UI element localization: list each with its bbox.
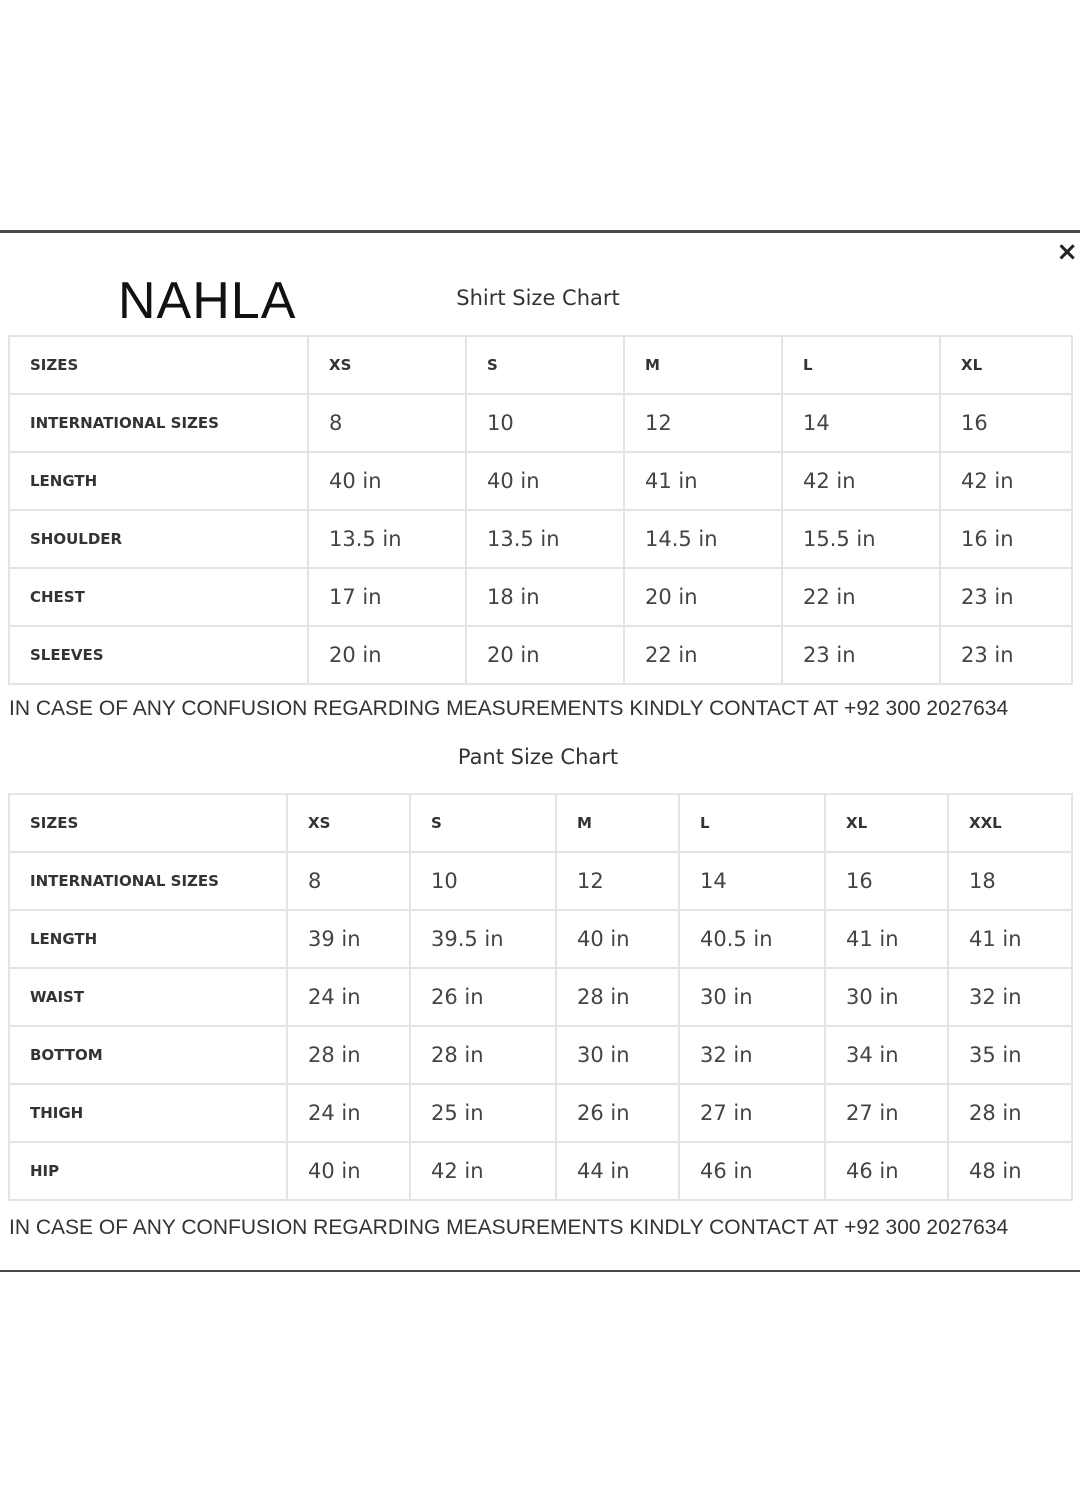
table-cell: 30 in	[679, 968, 825, 1026]
table-row	[9, 452, 1072, 510]
table-cell: 32 in	[679, 1026, 825, 1084]
table-cell: 8	[287, 852, 410, 910]
row-label: LENGTH	[9, 910, 287, 968]
table-cell: 13.5 in	[308, 510, 466, 568]
table-row	[9, 1142, 1072, 1200]
table-cell: 28 in	[948, 1084, 1072, 1142]
table-cell: 42 in	[782, 452, 940, 510]
table-cell: 27 in	[679, 1084, 825, 1142]
header-cell-size: XS	[287, 794, 410, 852]
row-label: THIGH	[9, 1084, 287, 1142]
header-cell-size: XXL	[948, 794, 1072, 852]
table-cell: 22 in	[782, 568, 940, 626]
table-cell: 42 in	[410, 1142, 556, 1200]
pant-size-table	[8, 793, 1073, 1201]
table-cell: 30 in	[825, 968, 948, 1026]
brand-logo: NAHLA	[118, 272, 297, 330]
table-cell: 40.5 in	[679, 910, 825, 968]
table-cell: 28 in	[410, 1026, 556, 1084]
table-cell: 40 in	[308, 452, 466, 510]
row-label: INTERNATIONAL SIZES	[9, 394, 308, 452]
shirt-contact-note: IN CASE OF ANY CONFUSION REGARDING MEASUREMENTS KINDLY CONTACT AT +92 300 2027634	[9, 697, 1009, 720]
header-cell-size: S	[466, 336, 624, 394]
shirt-size-table	[8, 335, 1073, 685]
table-cell: 16	[940, 394, 1072, 452]
row-label: CHEST	[9, 568, 308, 626]
header-cell-size: M	[556, 794, 679, 852]
table-cell: 28 in	[556, 968, 679, 1026]
table-cell: 26 in	[556, 1084, 679, 1142]
size-chart-modal	[0, 230, 1080, 1272]
table-cell: 10	[410, 852, 556, 910]
table-cell: 27 in	[825, 1084, 948, 1142]
table-cell: 20 in	[624, 568, 782, 626]
row-label: HIP	[9, 1142, 287, 1200]
table-cell: 39.5 in	[410, 910, 556, 968]
table-cell: 25 in	[410, 1084, 556, 1142]
table-row	[9, 1026, 1072, 1084]
table-cell: 14	[782, 394, 940, 452]
close-icon[interactable]: ×	[1056, 237, 1078, 267]
table-cell: 12	[556, 852, 679, 910]
table-cell: 20 in	[308, 626, 466, 684]
table-row	[9, 510, 1072, 568]
table-cell: 20 in	[466, 626, 624, 684]
pant-contact-note: IN CASE OF ANY CONFUSION REGARDING MEASUREMENTS KINDLY CONTACT AT +92 300 2027634	[9, 1216, 1009, 1239]
table-cell: 41 in	[948, 910, 1072, 968]
header-cell-size: XS	[308, 336, 466, 394]
row-label: INTERNATIONAL SIZES	[9, 852, 287, 910]
table-row	[9, 394, 1072, 452]
table-cell: 15.5 in	[782, 510, 940, 568]
table-cell: 41 in	[624, 452, 782, 510]
table-row	[9, 1084, 1072, 1142]
row-label: SHOULDER	[9, 510, 308, 568]
table-header-row	[9, 336, 1072, 394]
table-cell: 40 in	[466, 452, 624, 510]
table-row	[9, 568, 1072, 626]
header-cell-size: L	[782, 336, 940, 394]
table-header-row	[9, 794, 1072, 852]
table-cell: 23 in	[940, 568, 1072, 626]
table-cell: 40 in	[556, 910, 679, 968]
table-cell: 32 in	[948, 968, 1072, 1026]
row-label: SLEEVES	[9, 626, 308, 684]
table-cell: 16 in	[940, 510, 1072, 568]
table-cell: 28 in	[287, 1026, 410, 1084]
table-cell: 24 in	[287, 968, 410, 1026]
header-cell-size: XL	[825, 794, 948, 852]
pant-chart-title: Pant Size Chart	[457, 745, 619, 769]
header-cell-sizes: SIZES	[9, 336, 308, 394]
row-label: WAIST	[9, 968, 287, 1026]
table-cell: 12	[624, 394, 782, 452]
table-cell: 42 in	[940, 452, 1072, 510]
table-cell: 14	[679, 852, 825, 910]
table-cell: 23 in	[940, 626, 1072, 684]
table-cell: 30 in	[556, 1026, 679, 1084]
table-cell: 35 in	[948, 1026, 1072, 1084]
shirt-chart-title: Shirt Size Chart	[456, 286, 620, 310]
header-cell-size: M	[624, 336, 782, 394]
table-cell: 10	[466, 394, 624, 452]
table-cell: 26 in	[410, 968, 556, 1026]
table-cell: 22 in	[624, 626, 782, 684]
table-row	[9, 968, 1072, 1026]
table-cell: 44 in	[556, 1142, 679, 1200]
table-row	[9, 910, 1072, 968]
table-cell: 39 in	[287, 910, 410, 968]
table-cell: 13.5 in	[466, 510, 624, 568]
header-cell-sizes: SIZES	[9, 794, 287, 852]
table-cell: 40 in	[287, 1142, 410, 1200]
row-label: BOTTOM	[9, 1026, 287, 1084]
table-row	[9, 852, 1072, 910]
table-cell: 23 in	[782, 626, 940, 684]
table-cell: 14.5 in	[624, 510, 782, 568]
table-cell: 41 in	[825, 910, 948, 968]
table-cell: 46 in	[825, 1142, 948, 1200]
table-cell: 8	[308, 394, 466, 452]
table-cell: 16	[825, 852, 948, 910]
row-label: LENGTH	[9, 452, 308, 510]
table-cell: 46 in	[679, 1142, 825, 1200]
header-cell-size: S	[410, 794, 556, 852]
header-cell-size: XL	[940, 336, 1072, 394]
table-cell: 18 in	[466, 568, 624, 626]
table-row	[9, 626, 1072, 684]
table-cell: 18	[948, 852, 1072, 910]
header-cell-size: L	[679, 794, 825, 852]
table-cell: 17 in	[308, 568, 466, 626]
table-cell: 48 in	[948, 1142, 1072, 1200]
table-cell: 24 in	[287, 1084, 410, 1142]
table-cell: 34 in	[825, 1026, 948, 1084]
